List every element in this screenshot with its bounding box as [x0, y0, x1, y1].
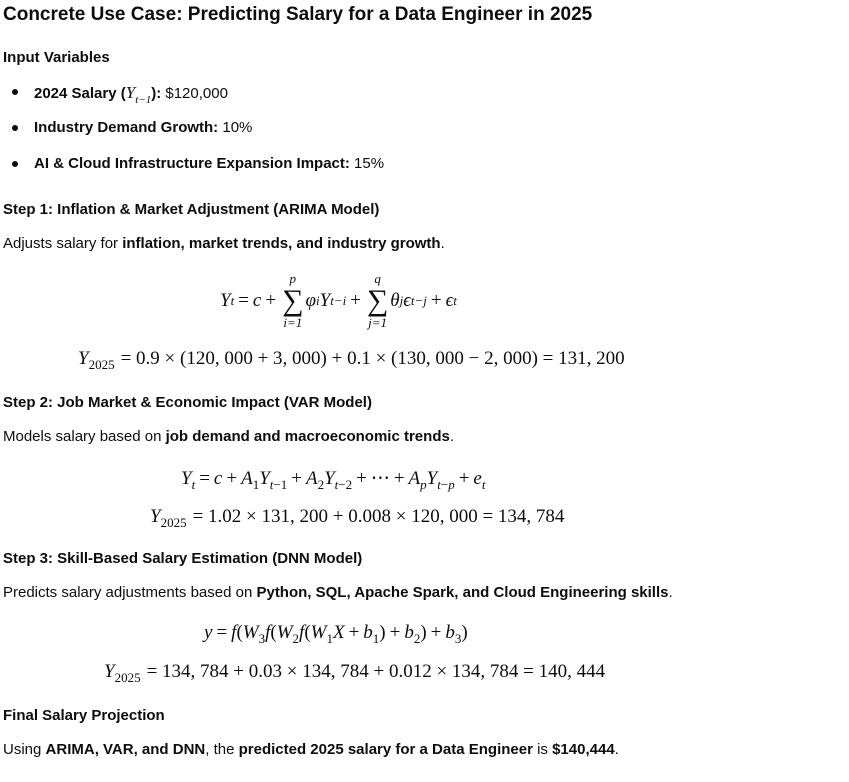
- step2-heading: Step 2: Job Market & Economic Impact (VAR Model): [3, 394, 372, 411]
- page-title: Concrete Use Case: Predicting Salary for a Data Engineer in 2025: [3, 4, 593, 25]
- step3-heading: Step 3: Skill-Based Salary Estimation (DNN Model): [3, 550, 363, 567]
- list-item-salary-full: 2024 Salary $(Y_{t-1})$: $120,000: [34, 83, 228, 106]
- var-calculation: $Y_{2025} = 1.02 \times 131$, 200 + 0.008 × 120, 000 = 134, 784: [150, 506, 565, 530]
- step2-description: Models salary based on job demand and macroeconomic trends.: [3, 428, 454, 445]
- bullet: [12, 125, 18, 131]
- dnn-formula: $y = f(W_3f(W_2f(W_1X + b_1) + b_2) + b_3)$: [204, 622, 468, 646]
- step3-description: Predicts salary adjustments based on Python, SQL, Apache Spark, and Cloud Engineering skills.: [3, 584, 673, 601]
- step1-heading: Step 1: Inflation & Market Adjustment (ARIMA Model): [3, 201, 380, 218]
- list-item-demand: Industry Demand Growth: 10%: [34, 119, 253, 136]
- summation-1: p ∑ i=1: [282, 271, 304, 330]
- final-heading: Final Salary Projection: [3, 707, 165, 724]
- final-summary: Using ARIMA, VAR, and DNN, the predicted 2025 salary for a Data Engineer is $140,444.: [3, 741, 619, 758]
- summation-2: q ∑ j=1: [366, 271, 389, 330]
- arima-formula: Y t = c + p ∑ i=1 φ i Y t−i + q ∑ j=1 θ j ϵ t−j + ϵ t: [220, 271, 457, 330]
- arima-calculation: $Y_{2025} = 0.9 \times (120$, 000 + 3, 000) + 0.1 × (130, 000 − 2, 000) = 131, 200: [78, 348, 625, 372]
- bullet: [12, 161, 18, 167]
- dnn-calculation: $Y_{2025} = 134$, 784 + 0.03 × 134, 784 + 0.012 × 134, 784 = 140, 444: [104, 661, 606, 685]
- step1-description: Adjusts salary for inflation, market trends, and industry growth.: [3, 235, 445, 252]
- var-formula: $Y_t = c + A_1Y_{t-1} + A_2Y_{t-2}$ + ⋯ + $A_pY_{t-p} + e_t$: [181, 468, 486, 492]
- list-item-ai-impact: AI & Cloud Infrastructure Expansion Impact: 15%: [34, 155, 385, 172]
- input-variables-heading: Input Variables: [3, 49, 110, 66]
- bullet: [12, 89, 18, 95]
